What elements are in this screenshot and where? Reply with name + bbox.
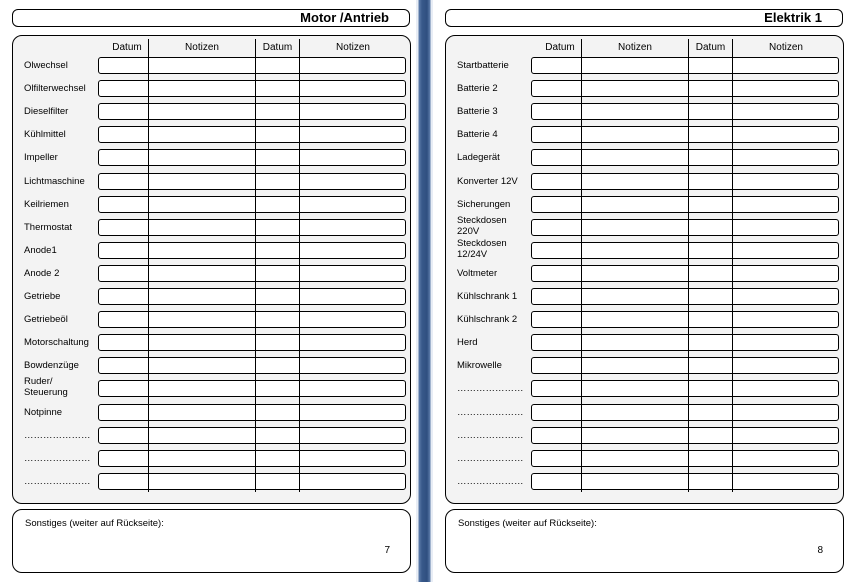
entry-field[interactable] bbox=[98, 357, 406, 374]
row-label: ………………… bbox=[24, 452, 91, 464]
row-label: ………………… bbox=[457, 475, 524, 487]
row-label: Keilriemen bbox=[24, 198, 69, 210]
entry-field[interactable] bbox=[98, 334, 406, 351]
row-label: Anode 2 bbox=[24, 267, 60, 279]
entry-field[interactable] bbox=[98, 311, 406, 328]
column-header-date-2: Datum bbox=[695, 42, 726, 53]
entry-field[interactable] bbox=[531, 57, 839, 74]
row-label: Lichtmaschine bbox=[24, 175, 85, 187]
page-number: 7 bbox=[384, 545, 390, 556]
entry-field[interactable] bbox=[531, 288, 839, 305]
entry-field[interactable] bbox=[531, 380, 839, 397]
column-header-notes: Notizen bbox=[618, 42, 652, 53]
column-header-date: Datum bbox=[545, 42, 575, 53]
row-label: ………………… bbox=[457, 383, 524, 395]
entry-field[interactable] bbox=[98, 57, 406, 74]
column-divider bbox=[299, 39, 300, 492]
row-label: Voltmeter bbox=[457, 267, 498, 279]
entry-field[interactable] bbox=[98, 80, 406, 97]
row-label: Kühlschrank 2 bbox=[457, 314, 518, 326]
page-title: Motor /Antrieb bbox=[12, 9, 410, 27]
row-label: Notpinne bbox=[24, 406, 63, 418]
row-label: Ladegerät bbox=[457, 152, 500, 164]
entry-field[interactable] bbox=[531, 427, 839, 444]
entry-field[interactable] bbox=[531, 173, 839, 190]
row-label: Anode1 bbox=[24, 244, 57, 256]
row-label: Herd bbox=[457, 337, 478, 349]
entry-field[interactable] bbox=[531, 357, 839, 374]
row-label: Steckdosen 12/24V bbox=[457, 237, 507, 260]
entry-field[interactable] bbox=[531, 80, 839, 97]
page-number: 8 bbox=[817, 545, 823, 556]
row-label: Sicherungen bbox=[457, 198, 511, 210]
entry-field[interactable] bbox=[98, 427, 406, 444]
notes-box[interactable] bbox=[445, 509, 844, 573]
row-label: Startbatterie bbox=[457, 60, 509, 71]
row-label: Olfilterwechsel bbox=[24, 83, 86, 95]
row-label: Getriebe bbox=[24, 291, 61, 302]
column-divider bbox=[148, 39, 149, 492]
row-label: Motorschaltung bbox=[24, 337, 89, 349]
entry-field[interactable] bbox=[98, 288, 406, 305]
entry-field[interactable] bbox=[531, 242, 839, 259]
entry-field[interactable] bbox=[98, 173, 406, 190]
entry-field[interactable] bbox=[531, 450, 839, 467]
row-label: Kühlschrank 1 bbox=[457, 291, 518, 302]
entry-field[interactable] bbox=[98, 450, 406, 467]
row-label: ………………… bbox=[457, 429, 524, 441]
row-label: ………………… bbox=[24, 475, 91, 487]
row-label: ………………… bbox=[24, 429, 91, 441]
page-divider bbox=[416, 0, 433, 582]
row-label: ………………… bbox=[457, 452, 524, 464]
entry-field[interactable] bbox=[531, 334, 839, 351]
row-label: ………………… bbox=[457, 406, 524, 418]
row-label: Batterie 3 bbox=[457, 106, 498, 118]
entry-field[interactable] bbox=[531, 149, 839, 166]
entry-field[interactable] bbox=[98, 103, 406, 120]
entry-field[interactable] bbox=[531, 126, 839, 143]
notes-label: Sonstiges (weiter auf Rückseite): bbox=[458, 518, 597, 529]
entry-field[interactable] bbox=[531, 219, 839, 236]
entry-field[interactable] bbox=[98, 380, 406, 397]
entry-field[interactable] bbox=[98, 219, 406, 236]
column-divider bbox=[581, 39, 582, 492]
row-label: Dieselfilter bbox=[24, 106, 69, 118]
row-label: Kühlmittel bbox=[24, 129, 66, 141]
row-label: Bowdenzüge bbox=[24, 360, 79, 372]
entry-field[interactable] bbox=[98, 265, 406, 282]
entry-field[interactable] bbox=[531, 265, 839, 282]
column-header-date-2: Datum bbox=[262, 42, 293, 53]
row-label: Olwechsel bbox=[24, 60, 68, 71]
column-header-notes-2: Notizen bbox=[769, 42, 803, 53]
entry-field[interactable] bbox=[531, 473, 839, 490]
row-label: Thermostat bbox=[24, 221, 73, 233]
row-label: Impeller bbox=[24, 152, 58, 164]
notes-box[interactable] bbox=[12, 509, 411, 573]
page-title: Elektrik 1 bbox=[445, 9, 843, 27]
column-divider bbox=[255, 39, 256, 492]
row-label: Mikrowelle bbox=[457, 360, 502, 372]
row-label: Konverter 12V bbox=[457, 175, 518, 187]
entry-field[interactable] bbox=[98, 473, 406, 490]
notes-label: Sonstiges (weiter auf Rückseite): bbox=[25, 518, 164, 529]
column-header-date: Datum bbox=[112, 42, 142, 53]
entry-field[interactable] bbox=[531, 404, 839, 421]
column-divider bbox=[732, 39, 733, 492]
column-header-notes-2: Notizen bbox=[336, 42, 370, 53]
column-divider bbox=[688, 39, 689, 492]
row-label: Batterie 4 bbox=[457, 129, 498, 141]
entry-field[interactable] bbox=[98, 196, 406, 213]
row-label: Getriebeöl bbox=[24, 314, 68, 326]
row-label: Ruder/ Steuerung bbox=[24, 376, 68, 399]
entry-field[interactable] bbox=[98, 242, 406, 259]
entry-field[interactable] bbox=[98, 126, 406, 143]
left-page bbox=[0, 0, 410, 582]
row-label: Batterie 2 bbox=[457, 83, 498, 95]
right-page bbox=[433, 0, 843, 582]
entry-field[interactable] bbox=[98, 149, 406, 166]
row-label: Steckdosen 220V bbox=[457, 214, 507, 237]
entry-field[interactable] bbox=[98, 404, 406, 421]
column-header-notes: Notizen bbox=[185, 42, 219, 53]
entry-field[interactable] bbox=[531, 311, 839, 328]
entry-field[interactable] bbox=[531, 103, 839, 120]
entry-field[interactable] bbox=[531, 196, 839, 213]
